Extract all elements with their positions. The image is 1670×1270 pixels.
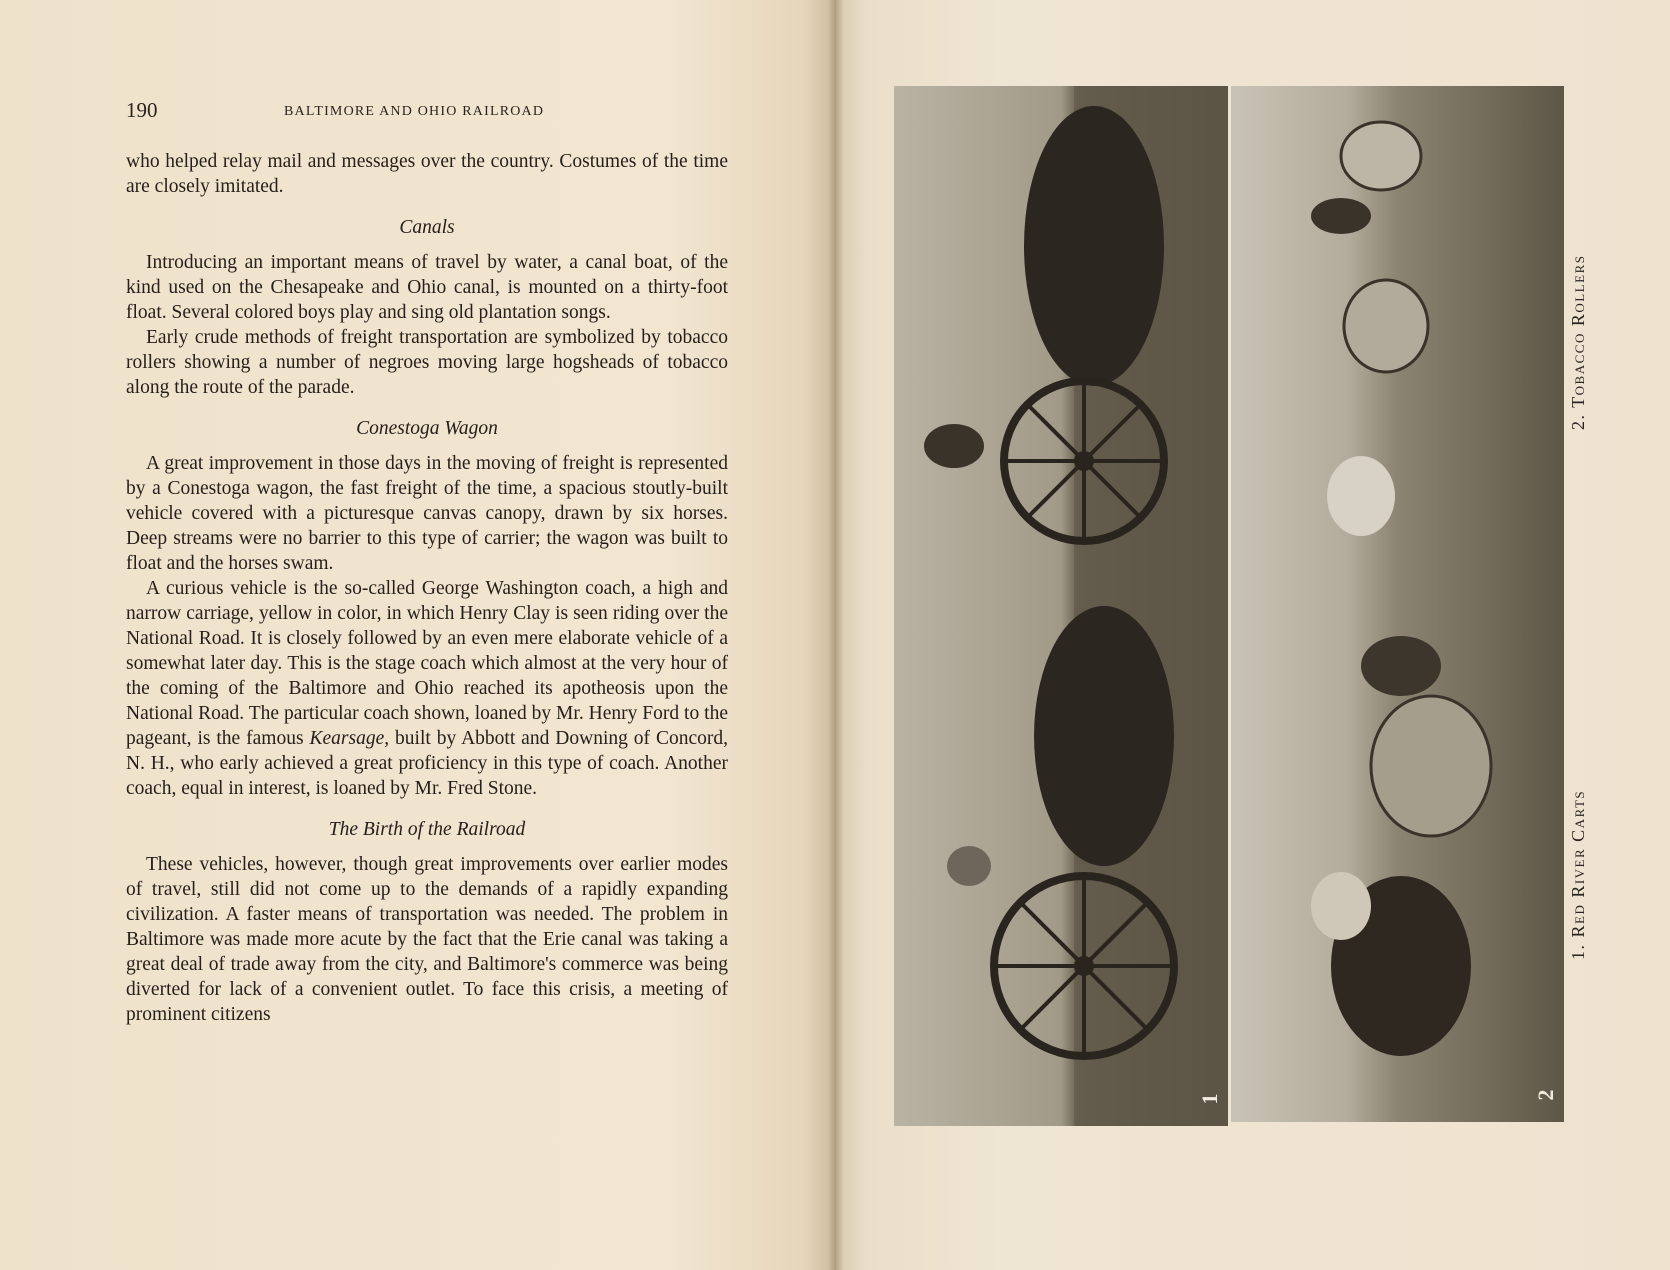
- running-head: BALTIMORE AND OHIO RAILROAD: [284, 104, 545, 119]
- section-heading-conestoga: Conestoga Wagon: [356, 418, 498, 439]
- paragraph: who helped relay mail and messages over the country. Costumes of the time are closely imitated.: [126, 151, 728, 197]
- photo-red-river-carts: [894, 86, 1228, 1126]
- photo-number: 1: [1197, 1093, 1222, 1105]
- photo-plate: [894, 86, 1564, 1126]
- caption-red-river-carts: [1568, 789, 1608, 981]
- paragraph-text: built by Abbott and Downing of Concord, N. H., who early achieved a great proficiency in this type of coach. Another coach, equal in interest, is loaned by Mr. Fred Stone.: [126, 728, 728, 799]
- caption-text: 1. Red River Carts: [1568, 789, 1588, 960]
- paragraph-text: A curious vehicle is the so-called George Washington coach, a high and narrow carriage, yellow in color, in which Henry Clay is seen riding over the National Road. It is closely followed by an even mere elaborate vehicle of a somewhat later day. This is the stage coach which almost at the very hour of the coming of the Baltimore and Ohio reached its apotheosis upon the National Road. The particular coach shown, loaned by Mr. Henry Ford to the pageant, is the famous: [126, 578, 728, 749]
- paragraph: A great improvement in those days in the moving of freight is represented by a Conestoga wagon, the fast freight of the time, a spacious stoutly-built vehicle covered with a picturesque canvas canopy, drawn by six horses. Deep streams were no barrier to this type of carrier; the wagon was built to float and the horses swam.: [126, 453, 728, 574]
- caption-text: 2. Tobacco Rollers: [1568, 254, 1588, 430]
- plate-captions: [1568, 200, 1608, 980]
- italic-title: Kearsage,: [309, 728, 390, 749]
- photo-tobacco-rollers: [1231, 86, 1564, 1122]
- paragraph: Early crude methods of freight transportation are symbolized by tobacco rollers showing a number of negroes moving large hogsheads of tobacco along the route of the parade.: [126, 327, 728, 398]
- photo-image: [1231, 86, 1564, 1122]
- body-text: [126, 149, 728, 1027]
- photo-number: 2: [1533, 1089, 1558, 1101]
- paragraph: Introducing an important means of travel by water, a canal boat, of the kind used on the Chesapeake and Ohio canal, is mounted on a thirty-foot float. Several colored boys play and sing old plantation songs.: [126, 252, 728, 323]
- page-header: [126, 98, 726, 128]
- photo-image: [894, 86, 1228, 1126]
- page-number: 190: [126, 98, 158, 122]
- section-heading-birth: The Birth of the Railroad: [328, 819, 526, 840]
- paragraph: [126, 576, 728, 801]
- book-gutter: [828, 0, 844, 1270]
- caption-tobacco-rollers: [1568, 254, 1608, 451]
- section-heading-canals: Canals: [399, 217, 455, 238]
- paragraph: These vehicles, however, though great improvements over earlier modes of travel, still did not come up to the demands of a rapidly expanding civilization. A faster means of transportation was needed. The problem in Baltimore was made more acute by the fact that the Erie canal was taking a great deal of trade away from the city, and Baltimore's commerce was being diverted for lack of a convenient outlet. To face this crisis, a meeting of prominent citizens: [126, 854, 728, 1025]
